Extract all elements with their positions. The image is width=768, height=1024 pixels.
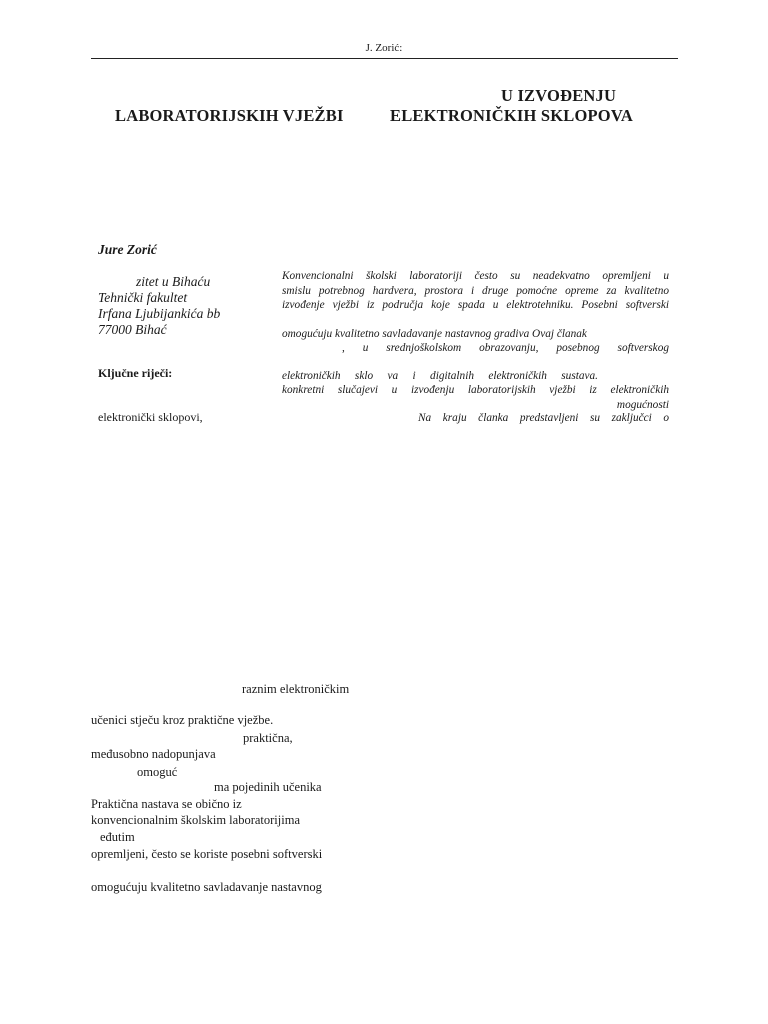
affiliation-university: zitet u Bihaću <box>136 274 211 289</box>
abstract-block <box>282 269 669 313</box>
body-line: praktična, <box>243 731 293 745</box>
keywords-heading: Ključne riječi: <box>98 366 173 380</box>
body-line: omogućuju kvalitetno savladavanje nastavnog <box>91 880 322 894</box>
affiliation-street: Irfana Ljubijankića bb <box>98 306 221 321</box>
body-line: Praktična nastava se obično iz <box>91 797 242 811</box>
body-line: konvencionalnim školskim laboratorijima <box>91 813 300 827</box>
abstract-line: , u srednjoškolskom obrazovanju, posebnog softverskog <box>342 342 669 354</box>
body-line: omoguć <box>137 765 178 779</box>
keywords-text: elektronički sklopovi, <box>98 410 203 424</box>
body-line: učenici stječu kroz praktične vježbe. <box>91 713 274 727</box>
title-line-2-left: LABORATORIJSKIH VJEŽBI <box>115 106 344 125</box>
affiliation-faculty: Tehnički fakultet <box>98 290 188 305</box>
body-line: eđutim <box>100 830 135 844</box>
abstract-line: izvođenje vježbi iz područja koje spada u elektrotehniku. Posebni softverski <box>282 299 669 311</box>
body-line: ma pojedinih učenika <box>214 780 322 794</box>
header-divider <box>91 58 678 59</box>
abstract-line: Na kraju članka predstavljeni su zaključci o <box>418 412 669 424</box>
abstract-line: Konvencionalni školski laboratoriji često su neadekvatno opremljeni u <box>282 270 669 282</box>
body-line: opremljeni, često se koriste posebni softverski <box>91 847 323 861</box>
abstract-block <box>418 411 669 426</box>
abstract-block <box>282 369 598 384</box>
running-header-author: J. Zorić: <box>365 42 403 54</box>
title-line-2-right: ELEKTRONIČKIH SKLOPOVA <box>390 106 633 125</box>
author-name: Jure Zorić <box>98 242 157 257</box>
abstract-line: elektroničkih sklo va i digitalnih elektroničkih sustava. <box>282 370 598 382</box>
abstract-line: mogućnosti <box>616 398 669 411</box>
body-line: međusobno nadopunjava <box>91 747 216 761</box>
body-line: raznim elektroničkim <box>242 682 350 696</box>
abstract-line: konkretni slučajevi u izvođenju laboratorijskih vježbi iz elektroničkih <box>282 384 669 396</box>
abstract-line: smislu potrebnog hardvera, prostora i druge pomoćne opreme za kvalitetno <box>282 284 669 297</box>
abstract-block <box>282 383 669 412</box>
affiliation-city: 77000 Bihać <box>98 322 167 337</box>
abstract-block <box>282 327 669 342</box>
abstract-block <box>342 341 669 356</box>
title-line-1: U IZVOĐENJU <box>501 86 617 105</box>
abstract-line: omogućuju kvalitetno savladavanje nastavnog gradiva Ovaj članak <box>282 328 587 340</box>
